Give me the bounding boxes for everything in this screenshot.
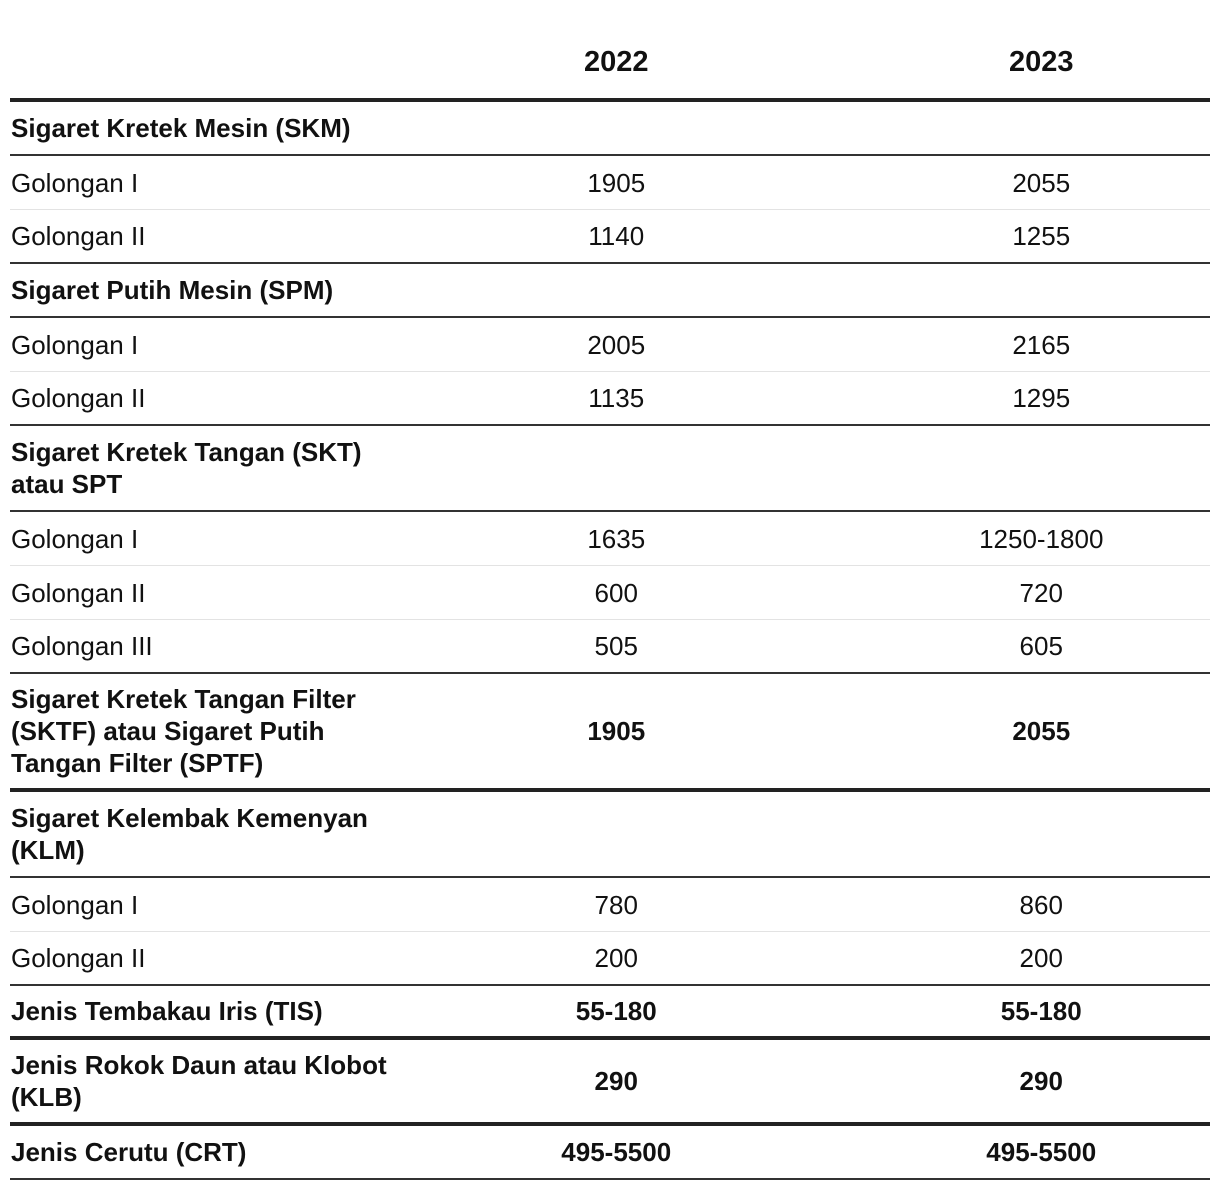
table-row: [10, 620, 1210, 674]
value-2023: 2055: [1012, 716, 1071, 746]
value-2023: 1295: [1012, 383, 1071, 413]
row-label: Golongan I: [11, 889, 139, 920]
category-title: Jenis Rokok Daun atau Klobot (KLB): [11, 1050, 387, 1112]
table-row: [10, 932, 1210, 986]
value-2023: 605: [1019, 631, 1063, 661]
value-2023: 290: [1019, 1066, 1063, 1096]
value-2022: 1905: [587, 716, 646, 746]
value-2022: 55-180: [575, 996, 657, 1026]
category-row-klb: [10, 1040, 1210, 1126]
table-row: [10, 566, 1210, 620]
table-row: [10, 372, 1210, 426]
category-row-crt: [10, 1126, 1210, 1180]
value-2022: 780: [594, 889, 638, 920]
value-2023: 2055: [1012, 167, 1071, 198]
value-2022: 1635: [587, 523, 646, 554]
row-label: Golongan I: [11, 167, 139, 198]
tariff-table: [10, 0, 1210, 1180]
value-2023: 860: [1019, 889, 1063, 920]
header-year-2022: 2022: [583, 46, 649, 78]
row-label: Golongan II: [11, 221, 146, 251]
value-2022: 1905: [587, 167, 646, 198]
row-label: Golongan II: [11, 577, 146, 608]
header-year-2023: 2023: [1008, 46, 1074, 78]
value-2022: 505: [594, 631, 638, 661]
value-2022: 2005: [587, 329, 646, 360]
row-label: Golongan II: [11, 383, 146, 413]
value-2022: 1135: [588, 383, 645, 413]
row-label: Golongan I: [11, 523, 139, 554]
category-title: Jenis Tembakau Iris (TIS): [11, 996, 323, 1026]
table-row: [10, 878, 1210, 932]
row-label: Golongan III: [11, 631, 153, 661]
category-row-skm: [10, 102, 1210, 156]
table-row: [10, 210, 1210, 264]
value-2023: 1255: [1012, 221, 1071, 251]
value-2023: 55-180: [1000, 996, 1082, 1026]
value-2023: 200: [1019, 943, 1063, 973]
category-title: Sigaret Kelembak Kemenyan (KLM): [11, 803, 368, 865]
table-header: [10, 0, 1210, 102]
value-2022: 1140: [588, 221, 645, 251]
category-title: Sigaret Putih Mesin (SPM): [11, 275, 334, 305]
value-2023: 495-5500: [986, 1137, 1097, 1167]
table-row: [10, 512, 1210, 566]
value-2023: 1250-1800: [979, 523, 1104, 554]
table-row: [10, 318, 1210, 372]
category-title: Sigaret Kretek Tangan Filter (SKTF) atau Sigaret Putih Tangan Filter (SPTF): [11, 684, 356, 778]
value-2022: 495-5500: [561, 1137, 672, 1167]
value-2022: 600: [594, 577, 638, 608]
category-title: Sigaret Kretek Tangan (SKT) atau SPT: [11, 437, 362, 499]
row-label: Golongan II: [11, 943, 146, 973]
table-row: [10, 156, 1210, 210]
value-2023: 2165: [1012, 329, 1071, 360]
category-row-klm: [10, 792, 1210, 878]
category-row-spm: [10, 264, 1210, 318]
category-row-tis: [10, 986, 1210, 1040]
value-2022: 200: [594, 943, 638, 973]
category-row-sktf: [10, 674, 1210, 792]
category-title: Jenis Cerutu (CRT): [11, 1137, 247, 1167]
category-row-skt: [10, 426, 1210, 512]
value-2023: 720: [1019, 577, 1063, 608]
row-label: Golongan I: [11, 329, 139, 360]
value-2022: 290: [594, 1066, 638, 1096]
category-title: Sigaret Kretek Mesin (SKM): [11, 113, 351, 143]
